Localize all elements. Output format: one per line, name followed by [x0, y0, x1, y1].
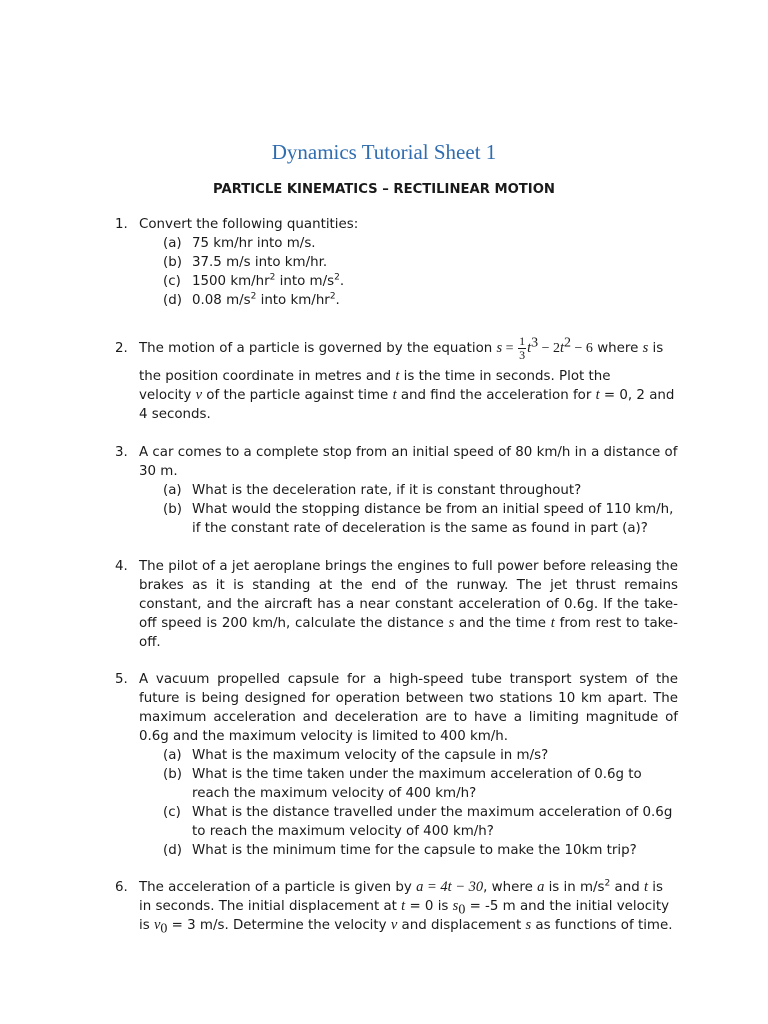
page-title: Dynamics Tutorial Sheet 1 — [271, 140, 497, 164]
sub-question-d: (d) 0.08 $m/s^2$ into $km/hr^2$. — [163, 291, 340, 308]
sub-question-a: (a) What is the deceleration rate, if it is constant throughout? — [163, 483, 582, 498]
question-number: 2. — [115, 341, 128, 356]
fraction-one-third: $\frac{1}{3}$ — [519, 333, 526, 362]
question-text: A car comes to a complete stop from an initial speed of 80 km/h in a distance of 30 m. — [139, 445, 678, 479]
sub-question-c: (c) What is the distance travelled under the maximum acceleration of 0.6g to reach the maximum velocity of 400 km/h? — [163, 805, 673, 839]
sub-question-a: (a) What is the maximum velocity of the capsule in m/s? — [163, 748, 549, 763]
question-3 — [115, 443, 678, 538]
question-number: 3. — [115, 445, 128, 460]
question-number: 4. — [115, 559, 128, 574]
question-text-line-4: 4 seconds. — [139, 407, 211, 422]
question-text: The acceleration of a particle is given by a = 4t − 30, where a is in $m/s^2$ and t is in seconds. The initial displacement at t = 0 is $s_0 = -5$ m and the initial velocity is $v_0 = 3$ m/s. Determine the velocity v and displacement s as functions of time. — [139, 878, 673, 937]
question-text-line-2: the position coordinate in metres and t is the time in seconds. Plot the — [139, 368, 611, 384]
question-text: Convert the following quantities: — [139, 217, 359, 232]
acceleration-equation: a = 4t − 30 — [416, 879, 484, 895]
question-number: 6. — [115, 880, 128, 895]
question-text-line-3: velocity v of the particle against time t and find the acceleration for t = 0, 2 and — [139, 387, 675, 403]
sub-question-a: (a) 75 km/hr into m/s. — [163, 236, 316, 251]
question-number: 5. — [115, 672, 128, 687]
sub-question-c: (c) 1500 $km/hr^2$ into $m/s^2$. — [163, 272, 345, 289]
question-text: The pilot of a jet aeroplane brings the engines to full power before releasing the brakes as it is standing at the end of the runway. The jet thrust remains constant, and the aircraft has a near constant acceleration of 0.6g. If the take-off speed is 200 km/h, calculate the distance s and the time t from rest to take-off. — [139, 559, 678, 650]
question-6 — [115, 878, 678, 935]
question-1 — [115, 215, 678, 310]
sub-question-b: (b) 37.5 m/s into km/hr. — [163, 255, 328, 270]
question-4 — [115, 557, 678, 652]
question-text: A vacuum propelled capsule for a high-speed tube transport system of the future is being designed for operation between two stations 10 km apart. The maximum acceleration and deceleration are to have a limiting magnitude of 0.6g and the maximum velocity is limited to 400 km/h. — [139, 672, 678, 744]
sub-question-d: (d) What is the minimum time for the capsule to make the 10km trip? — [163, 843, 637, 858]
question-5 — [115, 670, 678, 860]
sub-question-b: (b) What would the stopping distance be from an initial speed of 110 km/h, if the constant rate of deceleration is the same as found in part (a)? — [163, 502, 674, 536]
question-text-line-1: The motion of a particle is governed by the equation s = $\frac{1}{3}$ $t^3 - 2t^2 - 6$ where s is — [139, 333, 664, 362]
section-subtitle: PARTICLE KINEMATICS – RECTILINEAR MOTION — [213, 182, 555, 197]
question-2 — [115, 330, 678, 424]
sub-question-b: (b) What is the time taken under the maximum acceleration of 0.6g to reach the maximum velocity of 400 km/h? — [163, 767, 642, 801]
question-number: 1. — [115, 217, 128, 232]
